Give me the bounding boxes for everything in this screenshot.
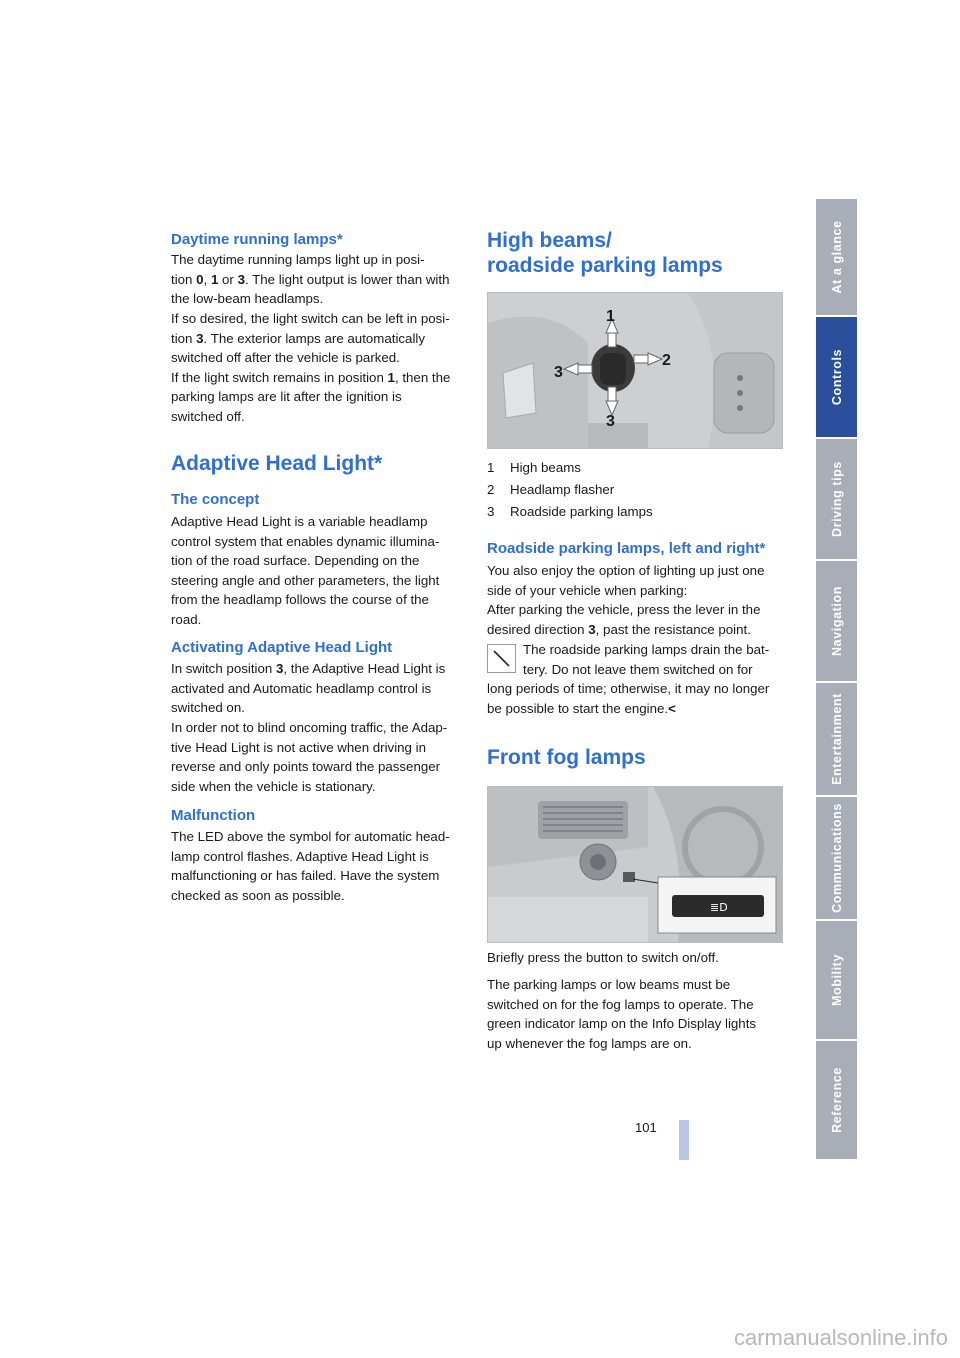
- tab-driving-tips[interactable]: Driving tips: [816, 439, 857, 561]
- callout-1: 3: [554, 364, 563, 381]
- fog-lamp-button-figure: [487, 786, 783, 943]
- roadside-paragraph-2: After parking the vehicle, press the lever in the desired direction 3, past the resistance point.: [487, 602, 761, 637]
- callout-3-top: 1: [606, 308, 615, 325]
- legend-item-3: 3 Roadside parking lamps: [487, 504, 653, 519]
- legend-item-1: 1 High beams: [487, 460, 581, 475]
- fog-paragraph-2: The parking lamps or low beams must be switched on for the fog lamps to operate. The green indicator lamp on the Info Display lights up whenever the fog lamps are on.: [487, 977, 757, 1051]
- daytime-paragraph-1: The daytime running lamps light up in posi- tion 0, 1 or 3. The light output is lower than with the low-beam headlamps.: [171, 252, 450, 307]
- adaptive-head-light-heading: Adaptive Head Light*: [171, 452, 383, 475]
- page-number-bar: [679, 1120, 689, 1160]
- roadside-paragraph-1: You also enjoy the option of lighting up just one side of your vehicle when parking:: [487, 563, 765, 598]
- steering-stalk-illustration: [488, 293, 782, 448]
- tab-mobility[interactable]: Mobility: [816, 921, 857, 1041]
- watermark: carmanualsonline.info: [733, 1325, 948, 1350]
- high-beams-stalk-figure: [487, 292, 783, 449]
- malfunction-paragraph: The LED above the symbol for automatic head- lamp control flashes. Adaptive Head Light is malfunctioning or has failed. Have the system checked as soon as possible.: [171, 829, 450, 903]
- daytime-paragraph-2: If so desired, the light switch can be left in posi- tion 3. The exterior lamps are automatically switched off after the vehicle is parked. If the light switch remains in position 1, then the parking lamps are lit after the ignition is switched off.: [171, 311, 451, 424]
- high-beams-heading: High beams/ roadside parking lamps: [487, 229, 723, 277]
- tab-entertainment[interactable]: Entertainment: [816, 683, 857, 797]
- concept-paragraph: Adaptive Head Light is a variable headlamp control system that enables dynamic illumina- tion of the road surface. Depending on the steering angle and other parameters, the light from the headlamp follows the course of the road.: [171, 514, 440, 627]
- svg-text:≣D: ≣D: [710, 901, 728, 914]
- chapter-sidebar: [816, 199, 857, 1161]
- front-fog-lamps-heading: Front fog lamps: [487, 746, 646, 769]
- daytime-running-lamps-heading: Daytime running lamps*: [171, 231, 343, 248]
- callout-2: 2: [662, 352, 671, 369]
- fog-paragraph-1: Briefly press the button to switch on/off.: [487, 950, 719, 965]
- tab-navigation[interactable]: Navigation: [816, 561, 857, 683]
- tab-at-a-glance[interactable]: At a glance: [816, 199, 857, 317]
- malfunction-heading: Malfunction: [171, 807, 256, 824]
- roadside-parking-heading: Roadside parking lamps, left and right*: [487, 540, 766, 557]
- dashboard-illustration: [488, 787, 782, 942]
- legend-item-2: 2 Headlamp flasher: [487, 482, 615, 497]
- callout-3-bottom: 3: [606, 413, 615, 430]
- tab-reference[interactable]: Reference: [816, 1041, 857, 1161]
- activating-paragraph-1: In switch position 3, the Adaptive Head Light is activated and Automatic headlamp control is switched on.: [171, 661, 446, 716]
- page-number: 101: [635, 1120, 657, 1135]
- concept-heading: The concept: [171, 491, 260, 508]
- tab-communications[interactable]: Communications: [816, 797, 857, 921]
- tab-controls[interactable]: Controls: [816, 317, 857, 439]
- activating-paragraph-2: In order not to blind oncoming traffic, the Adap- tive Head Light is not active when driving in reverse and only points toward the passenger side when the vehicle is stationary.: [171, 720, 448, 794]
- battery-note: The roadside parking lamps drain the bat- tery. Do not leave them switched on for long periods of time; otherwise, it may no longer be possible to start the engine.<: [487, 642, 770, 716]
- activating-heading: Activating Adaptive Head Light: [171, 639, 393, 656]
